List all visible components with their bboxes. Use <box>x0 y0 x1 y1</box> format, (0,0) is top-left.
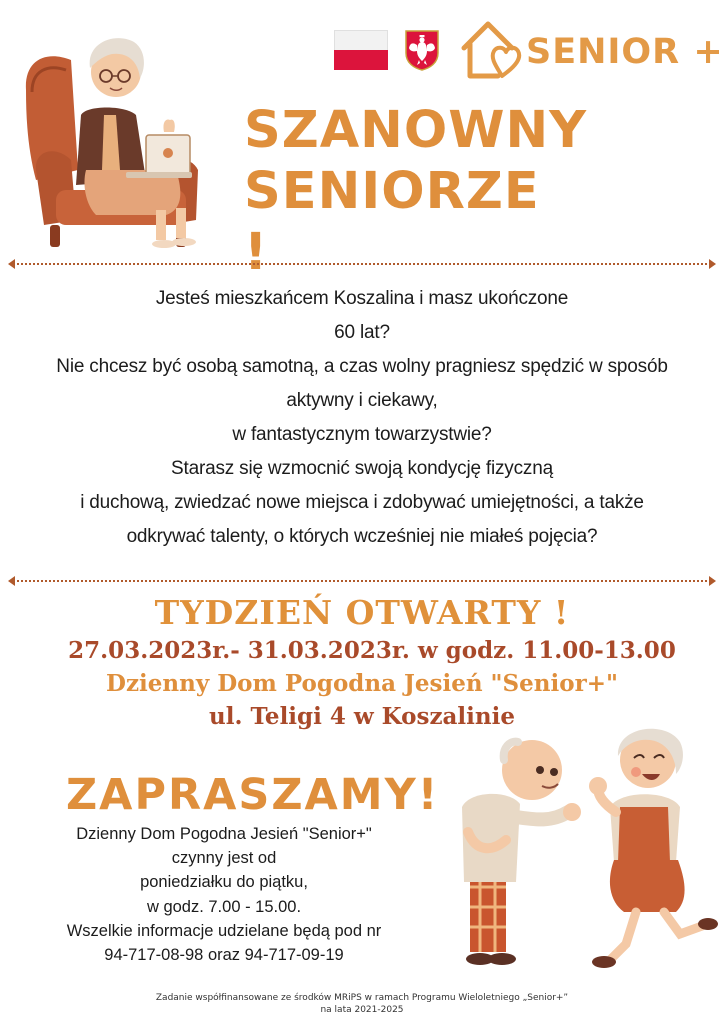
event-dates: 27.03.2023r.- 31.03.2023r. w godz. 11.00-13.00 <box>68 637 676 664</box>
intro-line: odkrywać talenty, o których wcześniej nie miałeś pojęcia? <box>126 526 598 547</box>
invite-title: ZAPRASZAMY! <box>66 770 440 820</box>
event-place: Dzienny Dom Pogodna Jesień "Senior+" <box>106 670 618 697</box>
title-line-1: SZANOWNY <box>244 101 588 160</box>
footer-funding-note <box>0 992 724 1016</box>
event-address: ul. Teligi 4 w Koszalinie <box>208 703 515 730</box>
senior-woman-armchair-illustration <box>16 20 216 250</box>
intro-line: 60 lat? <box>334 322 390 343</box>
invite-line: Dzienny Dom Pogodna Jesień "Senior+" <box>76 825 372 843</box>
invite-line: w godz. 7.00 - 15.00. <box>146 897 302 916</box>
intro-line: Jesteś mieszkańcem Koszalina i masz ukończone <box>155 288 569 309</box>
footer-line-1: Zadanie współfinansowane ze środków MRiPS w ramach Programu Wieloletniego „Senior+” <box>155 993 569 1003</box>
invite-line: poniedziałku do piątku, <box>140 873 308 892</box>
intro-line: i duchową, zwiedzać nowe miejsca i zdobywać umiejętności, a także <box>80 492 644 513</box>
senior-plus-logo <box>458 18 724 84</box>
polish-eagle-emblem-icon <box>404 29 440 71</box>
divider-top <box>8 259 716 269</box>
event-title: TYDZIEŃ OTWARTY ! <box>154 593 570 632</box>
house-heart-logo-icon <box>458 18 524 84</box>
intro-line: Nie chcesz być osobą samotną, a czas wolny pragniesz spędzić w sposób <box>56 356 668 377</box>
divider-middle <box>8 576 716 586</box>
invite-text <box>14 822 434 967</box>
arrow-right-icon <box>709 576 716 586</box>
invite-line: czynny jest od <box>171 849 277 868</box>
logo-text: SENIOR + <box>526 32 724 72</box>
intro-line: w fantastycznym towarzystwie? <box>232 424 492 445</box>
invite-line: 94-717-08-98 oraz 94-717-09-19 <box>104 946 344 965</box>
intro-line: Starasz się wzmocnić swoją kondycję fizyczną <box>171 458 553 479</box>
polish-flag-icon <box>334 30 388 70</box>
page-title <box>244 100 588 283</box>
intro-text <box>0 282 724 554</box>
title-line-2: SENIORZE ! <box>244 162 540 282</box>
dancing-seniors-illustration <box>440 712 720 974</box>
footer-line-2: na lata 2021-2025 <box>320 1005 404 1015</box>
invite-line: Wszelkie informacje udzielane będą pod nr <box>66 921 382 940</box>
intro-line: aktywny i ciekawy, <box>286 390 438 411</box>
arrow-right-icon <box>709 259 716 269</box>
